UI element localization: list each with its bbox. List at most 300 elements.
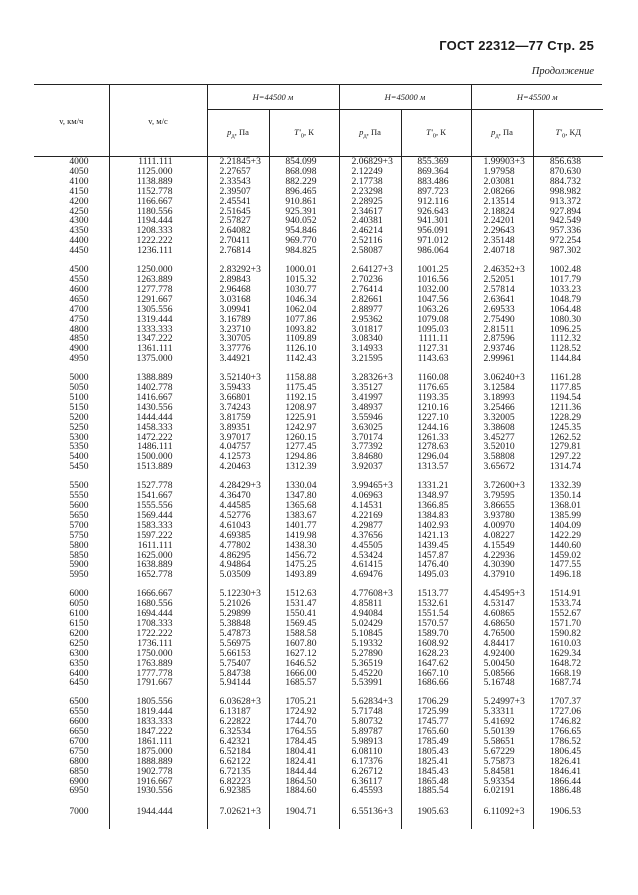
cell-temp-45500: 1350.14 — [549, 490, 581, 502]
cell-pressure-44500: 3.59433 — [207, 383, 269, 393]
table-row — [34, 796, 603, 817]
cell-velocity-kmh: 5950 — [34, 570, 109, 580]
cell-pressure-44500: 2.33543 — [207, 177, 269, 187]
cell-pressure-45500: 2.46352+3 — [471, 256, 533, 275]
cell-pressure-45500: 2.18824 — [471, 207, 533, 217]
cell-temp-45500: 927.894 — [549, 205, 581, 217]
cell-pressure-44500: 2.70411 — [207, 236, 269, 246]
cell-velocity-kmh: 5500 — [34, 472, 109, 491]
cell-temp-45000: 1402.93 — [401, 521, 471, 531]
cell-velocity-ms: 1888.889 — [109, 757, 207, 767]
table-row — [34, 354, 603, 364]
cell-velocity-kmh: 4250 — [34, 207, 109, 217]
cell-velocity-ms: 1583.333 — [109, 521, 207, 531]
cell-temp-45000: 1608.92 — [401, 639, 471, 649]
cell-pressure-44500: 6.62122 — [207, 757, 269, 767]
cell-temp-44500: 868.098 — [269, 167, 339, 177]
cell-temp-44500: 1312.39 — [269, 462, 339, 472]
cell-temp-44500: 1904.71 — [269, 796, 339, 817]
cell-temp-44500: 1330.04 — [269, 472, 339, 491]
cell-pressure-45500: 5.41692 — [471, 717, 533, 727]
cell-temp-45500: 1629.34 — [549, 647, 581, 659]
table-row — [34, 305, 603, 315]
cell-velocity-kmh: 6950 — [34, 786, 109, 796]
cell-pressure-44500: 5.47873 — [207, 629, 269, 639]
cell-velocity-ms: 1500.000 — [109, 452, 207, 462]
cell-pressure-45500: 3.32005 — [471, 413, 533, 423]
cell-temp-45000: 1845.43 — [401, 767, 471, 777]
cell-pressure-44500: 4.04757 — [207, 442, 269, 452]
cell-velocity-ms: 1263.889 — [109, 275, 207, 285]
cell-velocity-kmh: 4550 — [34, 275, 109, 285]
cell-temp-45000: 941.301 — [401, 216, 471, 226]
cell-velocity-kmh: 4600 — [34, 285, 109, 295]
cell-pressure-45000: 6.36117 — [339, 777, 401, 787]
cell-pressure-45000: 5.89787 — [339, 727, 401, 737]
cell-velocity-kmh: 5550 — [34, 491, 109, 501]
table-row — [34, 669, 603, 679]
spacer-cell — [109, 817, 207, 829]
cell-pressure-44500: 3.97017 — [207, 433, 269, 443]
cell-pressure-45000: 6.17376 — [339, 757, 401, 767]
cell-velocity-kmh: 5850 — [34, 551, 109, 561]
table-bottom-spacer — [34, 817, 603, 829]
cell-pressure-44500: 4.28429+3 — [207, 472, 269, 491]
cell-pressure-45500: 3.38608 — [471, 423, 533, 433]
cell-pressure-45000: 4.45505 — [339, 541, 401, 551]
cell-pressure-45000: 4.69476 — [339, 570, 401, 580]
spacer-cell — [269, 817, 339, 829]
cell-temp-45000: 1079.08 — [401, 315, 471, 325]
cell-temp-45000: 897.723 — [401, 187, 471, 197]
header-velocity-ms: v, м/с — [109, 85, 207, 157]
header-group-44500: H=44500 м — [207, 85, 339, 110]
cell-temp-45500: 1033.23 — [549, 283, 581, 295]
table-row — [34, 334, 603, 344]
cell-velocity-ms: 1138.889 — [109, 177, 207, 187]
cell-velocity-ms: 1194.444 — [109, 216, 207, 226]
t-symbol: T' — [555, 126, 563, 137]
cell-temp-45500: 1017.79 — [549, 273, 581, 285]
cell-temp-44500: 1401.77 — [269, 521, 339, 531]
table-row — [34, 462, 603, 472]
cell-temp-45500: 1064.48 — [549, 303, 581, 315]
cell-pressure-44500: 5.84738 — [207, 669, 269, 679]
cell-temp-45500: 856.638 — [549, 156, 581, 167]
cell-temp-44500: 925.391 — [269, 207, 339, 217]
cell-pressure-45500: 3.06240+3 — [471, 364, 533, 383]
header-pressure-2 — [471, 110, 533, 157]
cell-velocity-ms: 1847.222 — [109, 727, 207, 737]
cell-velocity-kmh: 6050 — [34, 599, 109, 609]
cell-pressure-45500: 2.69533 — [471, 305, 533, 315]
cell-temp-44500: 1347.80 — [269, 491, 339, 501]
cell-temp-44500: 1142.43 — [269, 354, 339, 364]
cell-pressure-45000: 2.95362 — [339, 315, 401, 325]
cell-temp-45000: 1063.26 — [401, 305, 471, 315]
table-row — [34, 187, 603, 197]
cell-pressure-44500: 4.61043 — [207, 521, 269, 531]
cell-pressure-45000: 6.26712 — [339, 767, 401, 777]
cell-velocity-ms: 1430.556 — [109, 403, 207, 413]
cell-temp-44500: 1093.82 — [269, 325, 339, 335]
table-row — [34, 777, 603, 787]
cell-temp-45000: 1589.70 — [401, 629, 471, 639]
cell-pressure-45500: 4.92400 — [471, 649, 533, 659]
cell-pressure-44500: 3.44921 — [207, 354, 269, 364]
table-row — [34, 521, 603, 531]
cell-velocity-kmh: 5400 — [34, 452, 109, 462]
cell-velocity-ms: 1125.000 — [109, 167, 207, 177]
cell-pressure-45500: 2.08266 — [471, 187, 533, 197]
cell-velocity-kmh: 4800 — [34, 325, 109, 335]
cell-temp-45000: 855.369 — [401, 157, 471, 167]
table-header — [34, 85, 603, 157]
cell-velocity-ms: 1819.444 — [109, 707, 207, 717]
header-pressure-0 — [207, 110, 269, 157]
cell-pressure-45000: 4.53424 — [339, 551, 401, 561]
cell-temp-44500: 1646.52 — [269, 659, 339, 669]
cell-velocity-kmh: 7000 — [34, 796, 109, 817]
cell-temp-45000: 1032.00 — [401, 285, 471, 295]
cell-temp-44500: 1175.45 — [269, 383, 339, 393]
cell-temp-45500: 1422.29 — [549, 529, 581, 541]
cell-temp-45500: 1096.25 — [549, 323, 581, 335]
cell-temp-44500: 1225.91 — [269, 413, 339, 423]
cell-velocity-kmh: 6450 — [34, 678, 109, 688]
cell-velocity-ms: 1402.778 — [109, 383, 207, 393]
cell-velocity-kmh: 4500 — [34, 256, 109, 275]
cell-velocity-ms: 1416.667 — [109, 393, 207, 403]
cell-velocity-ms: 1763.889 — [109, 659, 207, 669]
cell-pressure-44500: 3.09941 — [207, 305, 269, 315]
cell-pressure-45500: 2.40718 — [471, 246, 533, 256]
cell-temp-45000: 1331.21 — [401, 472, 471, 491]
cell-temp-45000: 1244.16 — [401, 423, 471, 433]
cell-pressure-45000: 2.88977 — [339, 305, 401, 315]
header-temperature-2 — [533, 110, 603, 157]
cell-pressure-45500: 3.18993 — [471, 393, 533, 403]
cell-temp-44500: 1077.86 — [269, 315, 339, 325]
cell-temp-45000: 1457.87 — [401, 551, 471, 561]
cell-velocity-kmh: 5900 — [34, 560, 109, 570]
cell-velocity-kmh: 5800 — [34, 541, 109, 551]
cell-pressure-44500: 3.81759 — [207, 413, 269, 423]
cell-pressure-45500: 3.45277 — [471, 433, 533, 443]
cell-pressure-44500: 3.66801 — [207, 393, 269, 403]
cell-temp-45500: 1707.37 — [549, 696, 581, 708]
cell-velocity-kmh: 4850 — [34, 334, 109, 344]
cell-velocity-kmh: 4150 — [34, 187, 109, 197]
cell-pressure-45500: 5.93354 — [471, 777, 533, 787]
cell-temp-44500: 1277.45 — [269, 442, 339, 452]
cell-pressure-45500: 2.57814 — [471, 285, 533, 295]
cell-temp-45500: 987.302 — [549, 245, 581, 257]
cell-pressure-45500: 3.93780 — [471, 511, 533, 521]
cell-pressure-45000: 5.80732 — [339, 717, 401, 727]
cell-temp-44500: 1666.00 — [269, 669, 339, 679]
cell-temp-45000: 1495.03 — [401, 570, 471, 580]
cell-pressure-45500: 4.08227 — [471, 531, 533, 541]
cell-temp-44500: 1438.30 — [269, 541, 339, 551]
cell-velocity-ms: 1166.667 — [109, 197, 207, 207]
cell-temp-45500: 1262.52 — [549, 431, 581, 443]
header-temperature-0 — [269, 110, 339, 157]
cell-velocity-ms: 1375.000 — [109, 354, 207, 364]
cell-velocity-ms: 1152.778 — [109, 187, 207, 197]
cell-temp-44500: 854.099 — [269, 157, 339, 167]
cell-temp-45000: 1667.10 — [401, 669, 471, 679]
cell-velocity-kmh: 5300 — [34, 433, 109, 443]
cell-temp-44500: 984.825 — [269, 246, 339, 256]
cell-velocity-ms: 1638.889 — [109, 560, 207, 570]
table-row — [34, 570, 603, 580]
cell-temp-45000: 1227.10 — [401, 413, 471, 423]
cell-pressure-44500: 4.36470 — [207, 491, 269, 501]
cell-temp-45000: 1825.41 — [401, 757, 471, 767]
cell-temp-45000: 1160.08 — [401, 364, 471, 383]
cell-temp-45000: 1193.35 — [401, 393, 471, 403]
cell-temp-45000: 1725.99 — [401, 707, 471, 717]
cell-pressure-45500: 4.76500 — [471, 629, 533, 639]
cell-pressure-45500: 2.52051 — [471, 275, 533, 285]
cell-pressure-44500: 5.75407 — [207, 659, 269, 669]
cell-temp-45000: 1016.56 — [401, 275, 471, 285]
cell-pressure-45500: 2.29643 — [471, 226, 533, 236]
cell-pressure-44500: 4.86295 — [207, 551, 269, 561]
cell-temp-45500: 1177.85 — [550, 382, 581, 394]
cell-temp-44500: 954.846 — [269, 226, 339, 236]
table-row — [34, 727, 603, 737]
cell-velocity-kmh: 6900 — [34, 777, 109, 787]
cell-pressure-44500: 5.56975 — [207, 639, 269, 649]
table-row — [34, 629, 603, 639]
cell-temp-45500: 1496.18 — [549, 569, 581, 581]
table-row — [34, 207, 603, 217]
table-row — [34, 256, 603, 275]
cell-pressure-45000: 3.35127 — [339, 383, 401, 393]
cell-pressure-45500: 5.24997+3 — [471, 688, 533, 707]
cell-temp-45000: 971.012 — [401, 236, 471, 246]
t-subscript: 0 — [300, 132, 304, 140]
cell-temp-44500: 1784.45 — [269, 737, 339, 747]
cell-pressure-45500: 4.84417 — [471, 639, 533, 649]
cell-velocity-ms: 1513.889 — [109, 462, 207, 472]
cell-temp-44500: 1884.60 — [269, 786, 339, 796]
cell-pressure-44500: 7.02621+3 — [207, 796, 269, 817]
cell-temp-45000: 1686.66 — [401, 678, 471, 688]
cell-pressure-45000: 2.82661 — [339, 295, 401, 305]
cell-velocity-ms: 1222.222 — [109, 236, 207, 246]
cell-velocity-ms: 1708.333 — [109, 619, 207, 629]
cell-temp-44500: 1260.15 — [269, 433, 339, 443]
cell-temp-45500: 1194.54 — [550, 391, 581, 403]
cell-velocity-ms: 1555.556 — [109, 501, 207, 511]
cell-pressure-44500: 6.42321 — [207, 737, 269, 747]
cell-pressure-44500: 5.29899 — [207, 609, 269, 619]
cell-pressure-44500: 4.94864 — [207, 560, 269, 570]
cell-pressure-45000: 3.77392 — [339, 442, 401, 452]
cell-velocity-ms: 1305.556 — [109, 305, 207, 315]
cell-temp-45000: 1001.25 — [401, 256, 471, 275]
p-symbol: p — [227, 126, 232, 137]
cell-temp-45500: 1766.65 — [549, 726, 581, 738]
t-symbol: T' — [294, 126, 301, 137]
cell-pressure-45000: 2.58087 — [339, 246, 401, 256]
cell-pressure-45000: 3.63025 — [339, 423, 401, 433]
cell-temp-45500: 1404.09 — [549, 519, 581, 531]
cell-pressure-45000: 4.06963 — [339, 491, 401, 501]
cell-pressure-45500: 3.12584 — [471, 383, 533, 393]
cell-temp-44500: 1000.01 — [269, 256, 339, 275]
cell-velocity-ms: 1611.111 — [109, 541, 207, 551]
cell-velocity-ms: 1277.778 — [109, 285, 207, 295]
cell-velocity-kmh: 6300 — [34, 649, 109, 659]
continuation-label: Продолжение — [531, 66, 594, 77]
cell-velocity-kmh: 4750 — [34, 315, 109, 325]
cell-temp-44500: 1456.72 — [269, 551, 339, 561]
cell-pressure-45000: 2.34617 — [339, 207, 401, 217]
p-symbol: p — [491, 126, 496, 137]
cell-velocity-kmh: 5750 — [34, 531, 109, 541]
cell-temp-45500: 957.336 — [549, 225, 581, 237]
table-row — [34, 678, 603, 688]
cell-temp-45000: 1551.54 — [401, 609, 471, 619]
cell-velocity-ms: 1250.000 — [109, 256, 207, 275]
cell-temp-44500: 1192.15 — [269, 393, 339, 403]
table-row — [34, 197, 603, 207]
cell-pressure-44500: 2.45541 — [207, 197, 269, 207]
cell-velocity-kmh: 6700 — [34, 737, 109, 747]
cell-pressure-45500: 5.33311 — [471, 707, 533, 717]
cell-temp-45000: 883.486 — [401, 177, 471, 187]
table-row — [34, 737, 603, 747]
cell-pressure-44500: 5.66153 — [207, 649, 269, 659]
cell-temp-44500: 1109.89 — [269, 334, 339, 344]
cell-pressure-45000: 2.64127+3 — [339, 256, 401, 275]
cell-pressure-45000: 4.61415 — [339, 560, 401, 570]
cell-temp-44500: 1294.86 — [269, 452, 339, 462]
cell-pressure-44500: 2.96468 — [207, 285, 269, 295]
cell-temp-45000: 1476.40 — [401, 560, 471, 570]
cell-velocity-ms: 1541.667 — [109, 491, 207, 501]
table-row — [34, 619, 603, 629]
cell-velocity-kmh: 5050 — [34, 383, 109, 393]
table-row — [34, 452, 603, 462]
cell-temp-45000: 1261.33 — [401, 433, 471, 443]
cell-pressure-44500: 4.69385 — [207, 531, 269, 541]
cell-temp-44500: 1419.98 — [269, 531, 339, 541]
cell-pressure-45500: 2.13514 — [471, 197, 533, 207]
cell-temp-45500: 1112.32 — [550, 333, 581, 345]
atmosphere-table — [34, 85, 603, 829]
cell-pressure-45500: 4.60865 — [471, 609, 533, 619]
spacer-cell — [533, 817, 603, 829]
cell-temp-44500: 896.465 — [269, 187, 339, 197]
cell-temp-45000: 1513.77 — [401, 580, 471, 599]
cell-temp-45000: 1628.23 — [401, 649, 471, 659]
cell-temp-45500: 1727.06 — [549, 706, 581, 718]
cell-pressure-44500: 3.52140+3 — [207, 364, 269, 383]
cell-pressure-44500: 3.74243 — [207, 403, 269, 413]
table-row — [34, 649, 603, 659]
cell-velocity-kmh: 6200 — [34, 629, 109, 639]
cell-temp-45000: 869.364 — [401, 167, 471, 177]
cell-pressure-45000: 3.48937 — [339, 403, 401, 413]
cell-pressure-45000: 2.17738 — [339, 177, 401, 187]
cell-temp-44500: 1208.97 — [269, 403, 339, 413]
cell-velocity-ms: 1208.333 — [109, 226, 207, 236]
p-unit: , Па — [366, 126, 381, 137]
cell-temp-44500: 1531.47 — [269, 599, 339, 609]
cell-temp-44500: 1744.70 — [269, 717, 339, 727]
cell-temp-45000: 1647.62 — [401, 659, 471, 669]
cell-velocity-kmh: 6100 — [34, 609, 109, 619]
cell-temp-45000: 1885.54 — [401, 786, 471, 796]
cell-velocity-kmh: 6150 — [34, 619, 109, 629]
table-row — [34, 285, 603, 295]
cell-velocity-ms: 1694.444 — [109, 609, 207, 619]
cell-velocity-ms: 1361.111 — [109, 344, 207, 354]
cell-temp-45000: 1805.43 — [401, 747, 471, 757]
table-row — [34, 639, 603, 649]
t-subscript: 0 — [432, 132, 436, 140]
cell-pressure-45000: 5.19332 — [339, 639, 401, 649]
cell-pressure-45500: 4.22936 — [471, 551, 533, 561]
cell-pressure-45000: 3.92037 — [339, 462, 401, 472]
table-row — [34, 551, 603, 561]
cell-temp-44500: 1030.77 — [269, 285, 339, 295]
cell-temp-45500: 1668.19 — [549, 667, 581, 679]
table-row — [34, 599, 603, 609]
cell-temp-44500: 1804.41 — [269, 747, 339, 757]
cell-velocity-kmh: 5450 — [34, 462, 109, 472]
table-row — [34, 344, 603, 354]
cell-temp-45000: 1313.57 — [401, 462, 471, 472]
cell-velocity-kmh: 4000 — [34, 157, 109, 167]
cell-temp-45000: 1905.63 — [401, 796, 471, 817]
cell-pressure-45000: 3.01817 — [339, 325, 401, 335]
table-row — [34, 177, 603, 187]
table-row — [34, 413, 603, 423]
t-unit: , К — [303, 126, 314, 137]
cell-temp-45000: 1706.29 — [401, 688, 471, 707]
document-header: ГОСТ 22312—77 Стр. 25 — [439, 38, 594, 53]
cell-pressure-45000: 4.85811 — [339, 599, 401, 609]
cell-temp-44500: 940.052 — [269, 216, 339, 226]
cell-velocity-ms: 1486.111 — [109, 442, 207, 452]
cell-temp-45500: 1514.91 — [549, 588, 581, 600]
cell-pressure-45000: 3.84680 — [339, 452, 401, 462]
cell-pressure-44500: 2.89843 — [207, 275, 269, 285]
cell-pressure-45000: 6.45593 — [339, 786, 401, 796]
cell-temp-45500: 1297.22 — [549, 451, 581, 463]
cell-pressure-45500: 4.53147 — [471, 599, 533, 609]
cell-pressure-44500: 6.52184 — [207, 747, 269, 757]
spacer-cell — [34, 817, 109, 829]
cell-pressure-45500: 3.65672 — [471, 462, 533, 472]
cell-temp-44500: 1764.55 — [269, 727, 339, 737]
cell-velocity-kmh: 4300 — [34, 216, 109, 226]
table-row — [34, 767, 603, 777]
cell-pressure-44500: 2.64082 — [207, 226, 269, 236]
cell-pressure-45000: 3.55946 — [339, 413, 401, 423]
cell-temp-44500: 1705.21 — [269, 688, 339, 707]
t-unit: , КД — [565, 126, 581, 137]
cell-pressure-45000: 5.02429 — [339, 619, 401, 629]
cell-velocity-kmh: 5600 — [34, 501, 109, 511]
cell-temp-45500: 1080.30 — [549, 313, 581, 325]
